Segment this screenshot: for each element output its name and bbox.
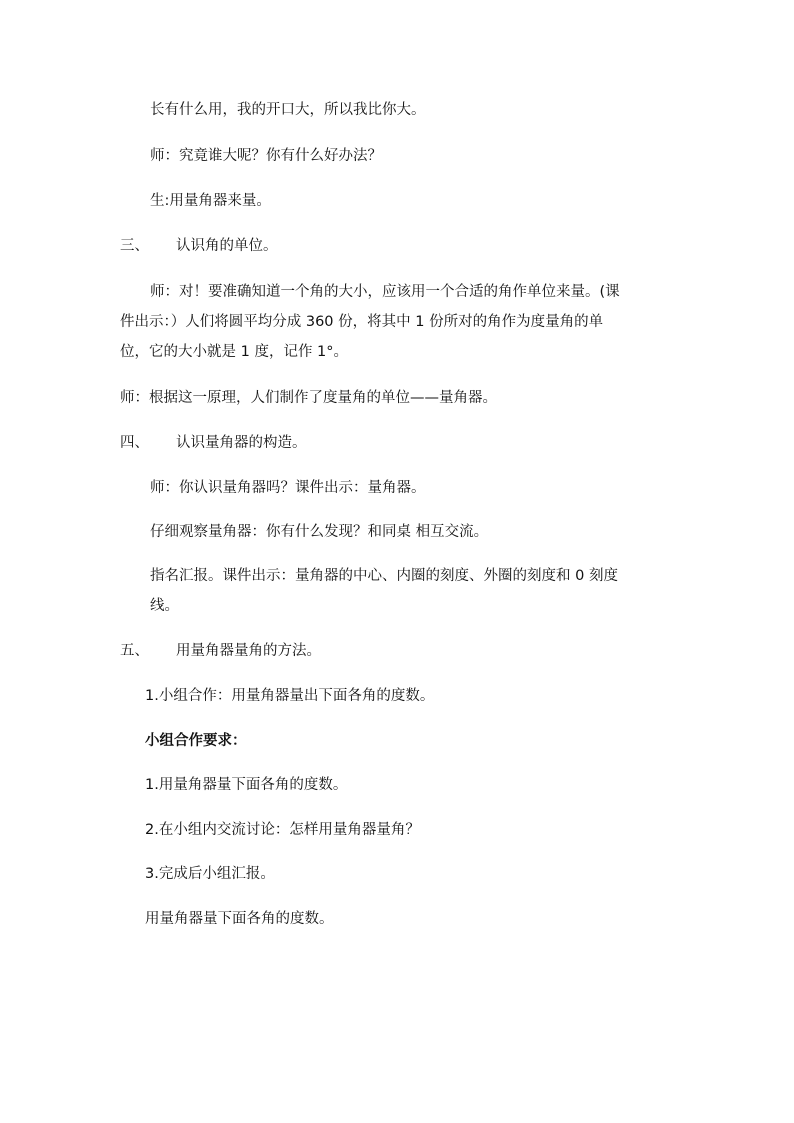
paragraph-line: 师：你认识量角器吗？课件出示：量角器。 <box>150 480 426 496</box>
paragraph-line: 师：根据这一原理，人们制作了度量角的单位——量角器。 <box>120 390 497 406</box>
paragraph-line: 位，它的大小就是 1 度，记作 1°。 <box>120 344 349 360</box>
paragraph-line: 仔细观察量角器：你有什么发现？和同桌 相互交流。 <box>150 524 489 540</box>
paragraph-line: 用量角器量下面各角的度数。 <box>145 911 334 927</box>
section-number: 五、 <box>120 643 149 659</box>
list-item: 3.完成后小组汇报。 <box>145 866 275 882</box>
section-heading: 认识量角器的构造。 <box>176 435 307 451</box>
paragraph-line: 件出示：）人们将圆平均分成 360 份，将其中 1 份所对的角作为度量角的单 <box>120 314 604 330</box>
section-number: 三、 <box>120 238 149 254</box>
paragraph-line: 1.小组合作：用量角器量出下面各角的度数。 <box>145 688 435 704</box>
list-item: 1.用量角器量下面各角的度数。 <box>145 777 348 793</box>
list-item: 2.在小组内交流讨论：怎样用量角器量角？ <box>145 822 420 838</box>
paragraph-line: 线。 <box>150 598 179 614</box>
text-line: 长有什么用，我的开口大，所以我比你大。 <box>150 102 426 118</box>
requirements-heading: 小组合作要求： <box>145 733 247 749</box>
section-heading: 用量角器量角的方法。 <box>176 643 321 659</box>
section-number: 四、 <box>120 435 149 451</box>
paragraph-line: 指名汇报。课件出示：量角器的中心、内圈的刻度、外圈的刻度和 0 刻度 <box>150 568 618 584</box>
section-heading: 认识角的单位。 <box>176 238 278 254</box>
text-line: 生:用量角器来量。 <box>150 193 271 209</box>
text-line: 师：究竟谁大呢？你有什么好办法？ <box>150 148 382 164</box>
paragraph-line: 师：对！要准确知道一个角的大小，应该用一个合适的角作单位来量。(课 <box>150 284 620 300</box>
